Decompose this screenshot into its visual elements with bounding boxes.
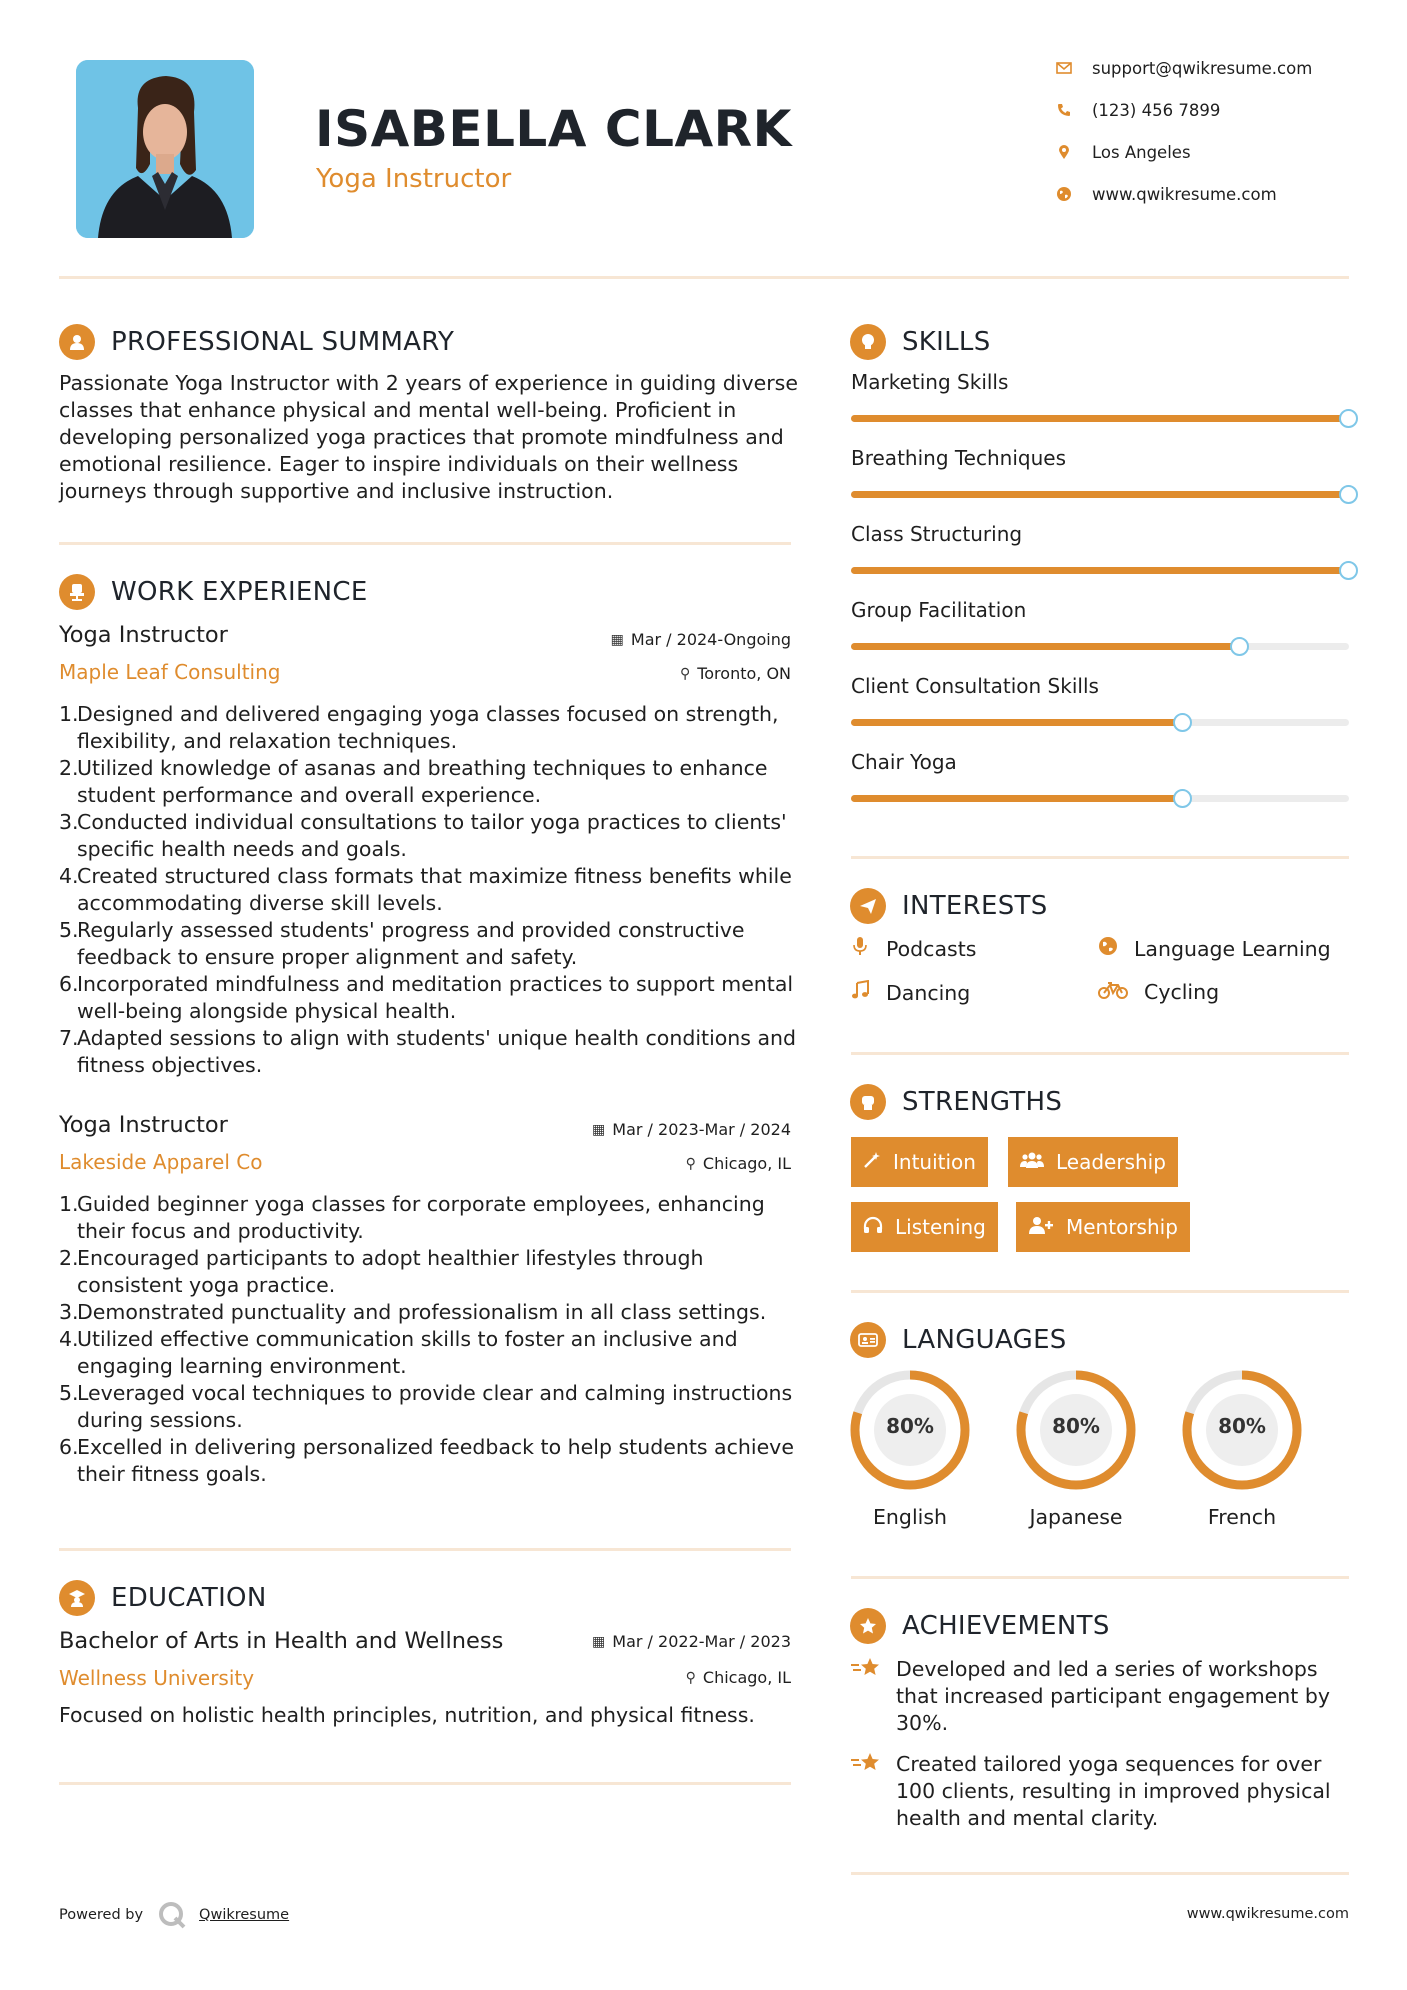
language-name: French xyxy=(1207,1505,1277,1529)
skill-bar-knob xyxy=(1230,637,1249,656)
star-badge-icon xyxy=(850,1608,886,1644)
job-2-location-text: Chicago, IL xyxy=(702,1154,791,1173)
skill-bar-fill xyxy=(851,719,1182,726)
interests-divider xyxy=(851,1052,1349,1055)
paper-plane-icon xyxy=(850,888,886,924)
users-icon xyxy=(1020,1151,1044,1174)
skill-bar xyxy=(851,643,1349,650)
envelope-icon xyxy=(1054,58,1074,78)
languages-heading xyxy=(850,1322,1067,1358)
job-1-company: Maple Leaf Consulting xyxy=(59,660,281,684)
skill-name: Marketing Skills xyxy=(851,370,1009,394)
achievements-heading xyxy=(850,1608,1110,1644)
language-english xyxy=(848,1368,972,1496)
list-item: 4. Created structured class formats that maximize fitness benefits while accommodating diverse skill levels. xyxy=(59,864,792,915)
pushpin-icon: ⚲ xyxy=(679,665,691,682)
job-1-dates-text: Mar / 2024-Ongoing xyxy=(630,630,791,649)
strengths-divider xyxy=(851,1290,1349,1293)
skill-bar-knob xyxy=(1173,789,1192,808)
contact-location xyxy=(1054,142,1191,162)
list-item: 5. Regularly assessed students' progress and provided constructive feedback to ensure proper alignment and safety. xyxy=(59,918,745,969)
experience-heading xyxy=(59,574,368,610)
summary-heading xyxy=(59,324,454,360)
job-1-bullets xyxy=(59,701,799,1079)
strengths-title: STRENGTHS xyxy=(902,1087,1063,1117)
contact-website[interactable] xyxy=(1054,184,1277,204)
contact-phone-text: (123) 456 7899 xyxy=(1092,100,1221,120)
list-item: 3. Demonstrated punctuality and professionalism in all class settings. xyxy=(59,1300,767,1324)
contact-email[interactable] xyxy=(1054,58,1312,78)
list-item: 2. Encouraged participants to adopt healthier lifestyles through consistent yoga practice. xyxy=(59,1246,704,1297)
language-percent: 80% xyxy=(1218,1414,1266,1438)
skill-bar xyxy=(851,567,1349,574)
headphones-icon xyxy=(863,1216,883,1239)
strength-label: Leadership xyxy=(1056,1150,1166,1174)
skill-bar-knob xyxy=(1173,713,1192,732)
list-item: 2. Utilized knowledge of asanas and breathing techniques to enhance student performance and overall experience. xyxy=(59,756,768,807)
skills-divider xyxy=(851,856,1349,859)
footer-url[interactable]: www.qwikresume.com xyxy=(1186,1906,1349,1922)
languages-divider xyxy=(851,1576,1349,1579)
interest-label: Podcasts xyxy=(886,936,977,961)
globe-icon xyxy=(1054,184,1074,204)
interest-language-learning xyxy=(1098,936,1331,961)
strength-tag-leadership xyxy=(1008,1137,1178,1187)
microphone-icon xyxy=(850,936,870,961)
strength-label: Mentorship xyxy=(1066,1215,1178,1239)
skill-bar-knob xyxy=(1339,409,1358,428)
pushpin-icon: ⚲ xyxy=(685,1669,696,1686)
summary-divider xyxy=(59,542,791,545)
candidate-name: ISABELLA CLARK xyxy=(315,100,792,158)
education-location xyxy=(560,1668,791,1687)
job-1-location-text: Toronto, ON xyxy=(697,664,791,683)
calendar-icon: ▦ xyxy=(610,631,624,648)
list-item: 1. Designed and delivered engaging yoga classes focused on strength, flexibility, and relaxation techniques. xyxy=(59,702,779,753)
skills-title: SKILLS xyxy=(902,327,991,357)
experience-title: WORK EXPERIENCE xyxy=(111,577,368,607)
skill-bar xyxy=(851,719,1349,726)
music-note-icon xyxy=(850,980,870,1005)
list-item: 5. Leveraged vocal techniques to provide clear and calming instructions during sessions. xyxy=(59,1381,793,1432)
calendar-icon: ▦ xyxy=(592,1121,606,1138)
id-card-icon xyxy=(850,1322,886,1358)
contact-phone[interactable] xyxy=(1054,100,1220,120)
achievement-item xyxy=(850,1751,1350,1832)
contact-email-text: support@qwikresume.com xyxy=(1092,58,1313,78)
achievement-text: Created tailored yoga sequences for over 100 clients, resulting in improved physical health and mental clarity. xyxy=(896,1752,1331,1830)
job-2-dates-text: Mar / 2023-Mar / 2024 xyxy=(612,1120,791,1139)
skill-bar xyxy=(851,415,1349,422)
education-title: EDUCATION xyxy=(111,1583,267,1613)
phone-icon xyxy=(1054,100,1074,120)
profile-photo xyxy=(76,60,254,238)
strength-tag-mentorship xyxy=(1016,1202,1190,1252)
education-heading xyxy=(59,1580,267,1616)
interest-label: Cycling xyxy=(1144,980,1220,1004)
strength-tag-listening xyxy=(851,1202,998,1252)
pushpin-icon: ⚲ xyxy=(685,1155,696,1172)
fist-icon xyxy=(850,1084,886,1120)
contact-website-text: www.qwikresume.com xyxy=(1092,184,1277,204)
language-french xyxy=(1180,1368,1304,1496)
language-percent: 80% xyxy=(886,1414,934,1438)
list-item: 7. Adapted sessions to align with students' unique health conditions and fitness objectives. xyxy=(59,1026,797,1077)
achievement-item xyxy=(850,1656,1350,1737)
education-degree: Bachelor of Arts in Health and Wellness xyxy=(59,1628,504,1654)
person-photo-illustration xyxy=(76,60,254,238)
job-1-dates xyxy=(560,630,791,649)
globe-icon xyxy=(1098,936,1118,961)
strength-label: Intuition xyxy=(893,1150,976,1174)
shooting-star-icon xyxy=(850,1656,896,1737)
language-japanese xyxy=(1014,1368,1138,1496)
calendar-icon: ▦ xyxy=(592,1633,606,1650)
skills-heading xyxy=(850,324,991,360)
footer-powered-by xyxy=(59,1900,289,1930)
skill-bar-knob xyxy=(1339,561,1358,580)
skill-bar xyxy=(851,491,1349,498)
strength-tag-intuition xyxy=(851,1137,988,1187)
job-2-title: Yoga Instructor xyxy=(59,1112,228,1138)
interests-title: INTERESTS xyxy=(902,891,1048,921)
skill-bar-fill xyxy=(851,643,1239,650)
achievement-text: Developed and led a series of workshops that increased participant engagement by 30%. xyxy=(896,1657,1330,1735)
bicycle-icon xyxy=(1098,981,1128,1004)
list-item: 6. Incorporated mindfulness and meditation practices to support mental well-being alongside physical health. xyxy=(59,972,794,1023)
header-divider xyxy=(59,276,1349,279)
user-icon xyxy=(59,324,95,360)
qwikresume-link[interactable]: Qwikresume xyxy=(199,1907,290,1923)
list-item: 6. Excelled in delivering personalized feedback to help students achieve their fitness goals. xyxy=(59,1435,794,1486)
skill-bar xyxy=(851,795,1349,802)
achievements-title: ACHIEVEMENTS xyxy=(902,1611,1110,1641)
list-item: 4. Utilized effective communication skills to foster an inclusive and engaging learning environment. xyxy=(59,1327,738,1378)
user-plus-icon xyxy=(1028,1216,1054,1239)
language-name: Japanese xyxy=(1029,1505,1123,1529)
interest-cycling xyxy=(1098,980,1219,1004)
education-dates-text: Mar / 2022-Mar / 2023 xyxy=(612,1632,791,1651)
skill-bar-fill xyxy=(851,491,1349,498)
interests-heading xyxy=(850,888,1048,924)
strengths-heading xyxy=(850,1084,1062,1120)
skill-name: Chair Yoga xyxy=(851,750,957,774)
job-2-location xyxy=(560,1154,791,1173)
summary-title: PROFESSIONAL SUMMARY xyxy=(111,327,455,357)
skills-list xyxy=(851,370,1349,818)
job-1-title: Yoga Instructor xyxy=(59,622,228,648)
education-dates xyxy=(520,1632,791,1651)
skill-name: Client Consultation Skills xyxy=(851,674,1099,698)
strength-label: Listening xyxy=(895,1215,986,1239)
job-2-company: Lakeside Apparel Co xyxy=(59,1150,263,1174)
skill-name: Class Structuring xyxy=(851,522,1023,546)
list-item: 3. Conducted individual consultations to tailor yoga practices to clients' specific health needs and goals. xyxy=(59,810,787,861)
candidate-role: Yoga Instructor xyxy=(316,164,512,194)
contact-location-text: Los Angeles xyxy=(1092,142,1191,162)
skill-bar-knob xyxy=(1339,485,1358,504)
shooting-star-icon xyxy=(850,1751,896,1832)
magic-wand-icon xyxy=(863,1151,881,1174)
briefcase-chair-icon xyxy=(59,574,95,610)
summary-text: Passionate Yoga Instructor with 2 years of experience in guiding diverse classes that enhance physical and mental well-being. Proficient in developing personalized yoga practices that promote mindfulness and emotional resilience. Eager to inspire individuals on their wellness journeys through supportive and inclusive instruction. xyxy=(59,371,798,503)
achievements-divider xyxy=(851,1872,1349,1875)
graduate-icon xyxy=(59,1580,95,1616)
skill-bar-fill xyxy=(851,795,1182,802)
skill-bar-fill xyxy=(851,567,1349,574)
education-location-text: Chicago, IL xyxy=(702,1668,791,1687)
language-name: English xyxy=(872,1505,948,1529)
education-school: Wellness University xyxy=(59,1666,255,1690)
list-item: 1. Guided beginner yoga classes for corporate employees, enhancing their focus and productivity. xyxy=(59,1192,765,1243)
job-1-location xyxy=(560,664,791,683)
skill-name: Group Facilitation xyxy=(851,598,1027,622)
map-pin-icon xyxy=(1054,142,1074,162)
experience-divider xyxy=(59,1548,791,1551)
lightbulb-icon xyxy=(850,324,886,360)
job-2-bullets xyxy=(59,1191,799,1488)
powered-by-text: Powered by xyxy=(59,1907,144,1923)
interest-podcasts xyxy=(850,936,976,961)
languages-title: LANGUAGES xyxy=(902,1325,1067,1355)
language-percent: 80% xyxy=(1052,1414,1100,1438)
interest-label: Dancing xyxy=(886,980,971,1005)
skill-name: Breathing Techniques xyxy=(851,446,1066,470)
skill-bar-fill xyxy=(851,415,1349,422)
education-description: Focused on holistic health principles, nutrition, and physical fitness. xyxy=(59,1703,755,1727)
job-2-dates xyxy=(520,1120,791,1139)
qwikresume-logo-icon xyxy=(157,1900,187,1930)
interest-dancing xyxy=(850,980,970,1005)
interest-label: Language Learning xyxy=(1134,936,1331,961)
education-divider xyxy=(59,1782,791,1785)
